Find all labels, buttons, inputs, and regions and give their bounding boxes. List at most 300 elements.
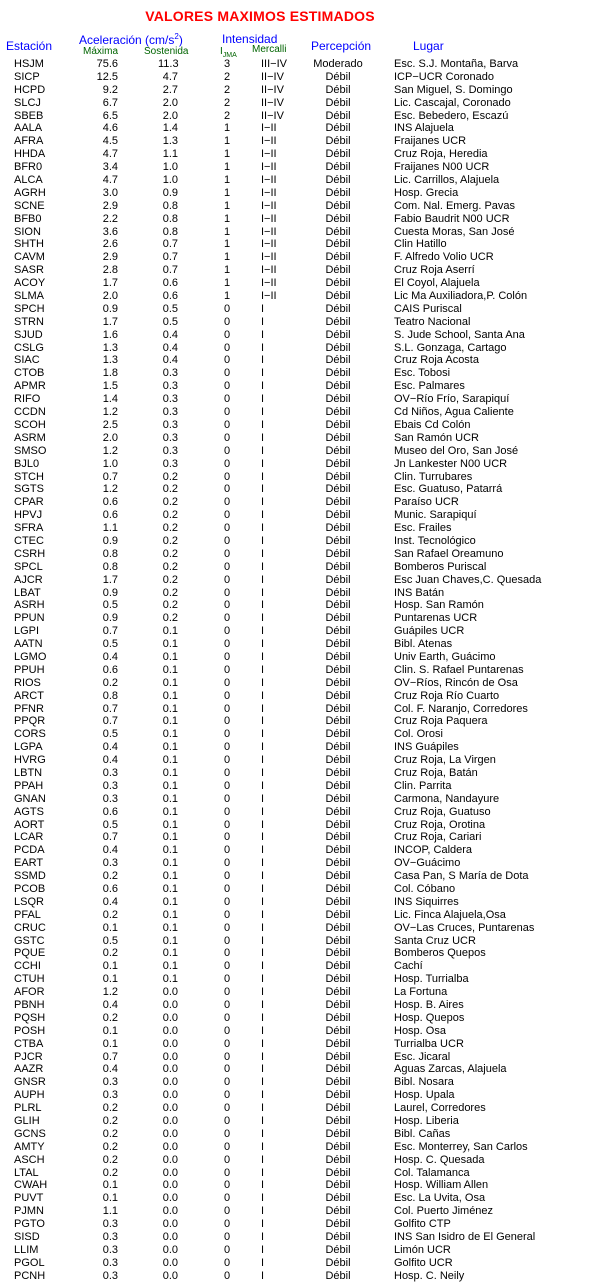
station-code: SIAC — [14, 354, 40, 367]
intensity-mercalli: I — [261, 483, 265, 496]
station-code: PCOB — [14, 883, 46, 895]
intensity-mercalli: I — [261, 1076, 265, 1089]
table-row — [0, 380, 590, 393]
table-row — [0, 238, 590, 251]
perception: Débil — [325, 560, 351, 573]
perception: Débil — [325, 689, 351, 702]
acc-max: 0.3 — [102, 1089, 118, 1102]
table-row — [0, 715, 590, 728]
acc-sostenida: 0.4 — [162, 341, 178, 354]
location: Cachí — [394, 960, 423, 973]
acc-sostenida: 0.0 — [162, 1192, 178, 1205]
acc-sostenida: 0.1 — [162, 663, 178, 676]
table-row — [0, 1012, 590, 1025]
acc-sostenida: 0.0 — [162, 1205, 178, 1218]
station-code: GLIH — [14, 1115, 40, 1128]
intensity-jma: 0 — [223, 663, 231, 676]
header-mercalli: Mercalli — [252, 44, 287, 55]
location: Carmona, Nandayure — [394, 792, 500, 805]
location: INS Guápiles — [394, 741, 459, 754]
intensity-jma: 0 — [223, 1127, 231, 1140]
station-code: PCNH — [14, 1269, 46, 1282]
acc-sostenida: 0.0 — [162, 1011, 178, 1024]
acc-sostenida: 0.0 — [162, 1037, 178, 1050]
perception: Débil — [325, 1179, 351, 1192]
table-row — [0, 690, 590, 703]
acc-max: 0.3 — [102, 779, 118, 792]
acc-max: 1.2 — [102, 483, 118, 496]
table-row — [0, 1244, 590, 1257]
station-code: SFRA — [14, 522, 44, 535]
table-row — [0, 432, 590, 445]
intensity-mercalli: I — [261, 418, 265, 431]
intensity-mercalli: I — [261, 1063, 265, 1076]
acc-max: 0.1 — [102, 1024, 118, 1037]
perception: Débil — [325, 934, 351, 947]
perception: Débil — [325, 766, 351, 779]
intensity-jma: 0 — [223, 470, 231, 483]
station-code: CSLG — [14, 341, 44, 354]
intensity-jma: 0 — [223, 1024, 231, 1037]
acc-sostenida: 0.1 — [162, 960, 178, 973]
acc-sostenida: 0.1 — [162, 805, 178, 818]
table-row — [0, 354, 590, 367]
perception: Débil — [325, 509, 351, 522]
intensity-mercalli: I — [261, 547, 265, 560]
intensity-mercalli: III−IV — [261, 58, 287, 70]
acc-max: 0.7 — [102, 702, 118, 715]
perception: Débil — [325, 418, 351, 431]
location: Fabio Baudrit N00 UCR — [394, 212, 510, 225]
perception: Débil — [325, 663, 351, 676]
table-row — [0, 251, 590, 264]
table-row — [0, 97, 590, 110]
table-row — [0, 509, 590, 522]
acc-sostenida: 0.1 — [162, 857, 178, 870]
acc-max: 0.8 — [102, 560, 118, 573]
acc-sostenida: 0.0 — [162, 1243, 178, 1256]
location: CAIS Puriscal — [394, 302, 462, 315]
intensity-jma: 0 — [223, 1089, 231, 1102]
intensity-jma: 0 — [223, 857, 231, 870]
location: Cruz Roja, Orotina — [394, 818, 486, 831]
perception: Débil — [325, 1231, 351, 1244]
intensity-jma: 0 — [223, 406, 231, 419]
station-code: RIFO — [14, 393, 41, 406]
acc-sostenida: 0.7 — [162, 251, 178, 264]
intensity-jma: 0 — [223, 522, 231, 535]
acc-max: 0.7 — [102, 715, 118, 728]
acc-max: 0.2 — [102, 1140, 118, 1153]
acc-max: 0.6 — [102, 496, 118, 509]
intensity-jma: 0 — [223, 934, 231, 947]
intensity-mercalli: I−II — [261, 264, 277, 277]
acc-sostenida: 2.0 — [162, 96, 178, 109]
intensity-jma: 1 — [223, 290, 231, 303]
station-code: CAVM — [14, 251, 45, 264]
intensity-mercalli: I — [261, 895, 265, 908]
intensity-mercalli: I — [261, 315, 265, 328]
intensity-jma: 0 — [223, 509, 231, 522]
acc-max: 1.7 — [102, 277, 118, 290]
intensity-jma: 0 — [223, 586, 231, 599]
station-code: SMSO — [14, 444, 47, 457]
acc-sostenida: 0.1 — [162, 921, 178, 934]
perception: Débil — [325, 715, 351, 728]
intensity-mercalli: I — [261, 470, 265, 483]
acc-sostenida: 0.0 — [162, 1127, 178, 1140]
intensity-mercalli: I — [261, 496, 265, 509]
intensity-jma: 0 — [223, 960, 231, 973]
intensity-jma: 1 — [223, 122, 231, 135]
location: Esc. Monterrey, San Carlos — [394, 1140, 528, 1153]
acc-sostenida: 0.3 — [162, 418, 178, 431]
acc-sostenida: 2.0 — [162, 109, 178, 122]
intensity-mercalli: I — [261, 573, 265, 586]
location: Hosp. Quepos — [394, 1011, 465, 1024]
perception: Débil — [325, 586, 351, 599]
intensity-mercalli: I — [261, 393, 265, 406]
acc-max: 0.9 — [102, 586, 118, 599]
table-row — [0, 1025, 590, 1038]
station-code: GCNS — [14, 1127, 46, 1140]
intensity-mercalli: I — [261, 844, 265, 857]
intensity-jma: 0 — [223, 728, 231, 741]
intensity-jma: 0 — [223, 393, 231, 406]
intensity-mercalli: I — [261, 999, 265, 1012]
acc-max: 6.7 — [102, 96, 118, 109]
acc-max: 0.5 — [102, 638, 118, 651]
intensity-mercalli: I — [261, 612, 265, 625]
location: INS Siquirres — [394, 895, 459, 908]
intensity-mercalli: I−II — [261, 135, 277, 148]
header-intensidad: Intensidad — [222, 32, 278, 46]
station-code: CCDN — [14, 406, 46, 419]
table-row — [0, 471, 590, 484]
intensity-jma: 2 — [223, 96, 231, 109]
location: Cruz Roja, La Virgen — [394, 754, 496, 767]
intensity-jma: 0 — [223, 947, 231, 960]
station-code: SJUD — [14, 328, 43, 341]
acc-max: 0.2 — [102, 1011, 118, 1024]
intensity-jma: 0 — [223, 1243, 231, 1256]
location: Bibl. Nosara — [394, 1076, 454, 1089]
station-code: LBAT — [14, 586, 41, 599]
location: Hosp. William Allen — [394, 1179, 489, 1192]
station-code: CTBA — [14, 1037, 44, 1050]
intensity-mercalli: I — [261, 754, 265, 767]
station-code: STRN — [14, 315, 44, 328]
intensity-jma: 0 — [223, 1102, 231, 1115]
station-code: SION — [14, 225, 41, 238]
acc-sostenida: 0.1 — [162, 766, 178, 779]
location: S.L. Gonzaga, Cartago — [394, 341, 507, 354]
intensity-jma: 0 — [223, 315, 231, 328]
station-code: SBEB — [14, 109, 44, 122]
acc-max: 0.6 — [102, 509, 118, 522]
header-aceleracion-text: Aceleración (cm/s — [79, 33, 175, 47]
intensity-jma: 0 — [223, 1269, 231, 1282]
station-code: POSH — [14, 1024, 46, 1037]
table-row — [0, 84, 590, 97]
table-row — [0, 793, 590, 806]
intensity-jma: 0 — [223, 1050, 231, 1063]
intensity-jma: 0 — [223, 805, 231, 818]
perception: Débil — [325, 367, 351, 380]
header-aceleracion-exp: 2 — [174, 32, 179, 41]
perception: Débil — [325, 122, 351, 135]
intensity-mercalli: I — [261, 1011, 265, 1024]
perception: Débil — [325, 444, 351, 457]
perception: Débil — [325, 238, 351, 251]
intensity-jma: 0 — [223, 870, 231, 883]
intensity-jma: 0 — [223, 418, 231, 431]
acc-max: 1.2 — [102, 406, 118, 419]
acc-sostenida: 0.1 — [162, 947, 178, 960]
location: Cruz Roja, Batán — [394, 766, 478, 779]
station-code: HSJM — [14, 58, 44, 70]
intensity-mercalli: I — [261, 1166, 265, 1179]
station-code: AALA — [14, 122, 43, 135]
acc-sostenida: 0.1 — [162, 792, 178, 805]
intensity-mercalli: I — [261, 1050, 265, 1063]
location: Esc. Guatuso, Patarrá — [394, 483, 503, 496]
station-code: BFR0 — [14, 161, 43, 174]
table-row — [0, 1051, 590, 1064]
station-code: PGTO — [14, 1218, 45, 1231]
acc-sostenida: 0.0 — [162, 1218, 178, 1231]
table-row — [0, 857, 590, 870]
perception: Débil — [325, 1166, 351, 1179]
perception: Débil — [325, 805, 351, 818]
intensity-jma: 0 — [223, 1218, 231, 1231]
intensity-mercalli: I — [261, 1192, 265, 1205]
intensity-mercalli: I — [261, 921, 265, 934]
table-row — [0, 277, 590, 290]
station-code: PCDA — [14, 844, 45, 857]
perception: Débil — [325, 174, 351, 187]
intensity-mercalli: II−IV — [261, 83, 284, 96]
acc-max: 0.4 — [102, 895, 118, 908]
intensity-mercalli: I — [261, 586, 265, 599]
table-row — [0, 587, 590, 600]
table-row — [0, 329, 590, 342]
table-row — [0, 819, 590, 832]
table-row — [0, 896, 590, 909]
perception: Débil — [325, 1192, 351, 1205]
location: Esc. Bebedero, Escazú — [394, 109, 509, 122]
acc-max: 0.2 — [102, 1102, 118, 1115]
intensity-jma: 1 — [223, 148, 231, 161]
table-row — [0, 135, 590, 148]
intensity-jma: 0 — [223, 908, 231, 921]
acc-sostenida: 0.3 — [162, 457, 178, 470]
acc-sostenida: 0.2 — [162, 547, 178, 560]
intensity-mercalli: I — [261, 638, 265, 651]
perception: Débil — [325, 83, 351, 96]
station-code: PUVT — [14, 1192, 44, 1205]
acc-sostenida: 0.2 — [162, 522, 178, 535]
table-row — [0, 71, 590, 84]
perception: Débil — [325, 212, 351, 225]
perception: Débil — [325, 625, 351, 638]
intensity-jma: 1 — [223, 238, 231, 251]
station-code: PPAH — [14, 779, 44, 792]
perception: Débil — [325, 1243, 351, 1256]
intensity-jma: 1 — [223, 161, 231, 174]
station-code: SCNE — [14, 199, 45, 212]
acc-sostenida: 0.1 — [162, 689, 178, 702]
intensity-jma: 0 — [223, 625, 231, 638]
perception: Débil — [325, 857, 351, 870]
perception: Débil — [325, 470, 351, 483]
intensity-mercalli: I — [261, 1140, 265, 1153]
station-code: SHTH — [14, 238, 44, 251]
acc-sostenida: 0.1 — [162, 741, 178, 754]
station-code: LGPI — [14, 625, 40, 638]
location: Jn Lankester N00 UCR — [394, 457, 508, 470]
location: Cruz Roja Aserrí — [394, 264, 475, 277]
intensity-mercalli: I — [261, 599, 265, 612]
table-row — [0, 986, 590, 999]
station-code: AGRH — [14, 186, 46, 199]
acc-sostenida: 0.1 — [162, 638, 178, 651]
table-row — [0, 213, 590, 226]
intensity-mercalli: I — [261, 934, 265, 947]
acc-sostenida: 0.1 — [162, 844, 178, 857]
station-code: PBNH — [14, 999, 45, 1012]
table-row — [0, 960, 590, 973]
acc-max: 4.7 — [102, 174, 118, 187]
perception: Débil — [325, 1127, 351, 1140]
acc-sostenida: 11.3 — [158, 58, 179, 70]
acc-sostenida: 0.0 — [162, 1179, 178, 1192]
acc-sostenida: 0.3 — [162, 431, 178, 444]
acc-max: 0.1 — [102, 960, 118, 973]
perception: Débil — [325, 135, 351, 148]
table-row — [0, 1102, 590, 1115]
table-row — [0, 612, 590, 625]
perception: Débil — [325, 1063, 351, 1076]
intensity-mercalli: I — [261, 883, 265, 895]
acc-sostenida: 0.7 — [162, 264, 178, 277]
location: Limón UCR — [394, 1243, 451, 1256]
acc-max: 0.6 — [102, 883, 118, 895]
acc-sostenida: 2.7 — [162, 83, 178, 96]
acc-sostenida: 0.1 — [162, 702, 178, 715]
intensity-jma: 0 — [223, 844, 231, 857]
intensity-jma: 1 — [223, 212, 231, 225]
location: Bibl. Cañas — [394, 1127, 451, 1140]
acc-sostenida: 0.1 — [162, 883, 178, 895]
table-row — [0, 741, 590, 754]
perception: Débil — [325, 960, 351, 973]
station-code: SLMA — [14, 290, 44, 303]
header-lugar: Lugar — [413, 39, 444, 53]
perception: Débil — [325, 676, 351, 689]
location: Fraijanes N00 UCR — [394, 161, 490, 174]
intensity-jma: 0 — [223, 1063, 231, 1076]
perception: Débil — [325, 870, 351, 883]
acc-max: 0.7 — [102, 470, 118, 483]
intensity-mercalli: I — [261, 302, 265, 315]
acc-max: 0.3 — [102, 1231, 118, 1244]
station-code: CWAH — [14, 1179, 48, 1192]
acc-max: 2.0 — [102, 431, 118, 444]
station-code: CCHI — [14, 960, 41, 973]
station-code: HHDA — [14, 148, 46, 161]
station-code: LCAR — [14, 831, 44, 844]
acc-sostenida: 0.6 — [162, 277, 178, 290]
intensity-mercalli: I — [261, 534, 265, 547]
perception: Débil — [325, 547, 351, 560]
station-table — [0, 58, 590, 1283]
table-row — [0, 574, 590, 587]
acc-max: 12.5 — [96, 70, 118, 83]
table-row — [0, 1192, 590, 1205]
acc-sostenida: 0.3 — [162, 444, 178, 457]
location: ICP−UCR Coronado — [394, 70, 494, 83]
perception: Débil — [325, 109, 351, 122]
intensity-mercalli: I — [261, 457, 265, 470]
acc-max: 0.8 — [102, 547, 118, 560]
station-code: ARCT — [14, 689, 44, 702]
station-code: AATN — [14, 638, 43, 651]
intensity-mercalli: I — [261, 728, 265, 741]
perception: Débil — [325, 818, 351, 831]
station-code: LBTN — [14, 766, 43, 779]
acc-sostenida: 0.0 — [162, 1050, 178, 1063]
perception: Débil — [325, 264, 351, 277]
header-estacion: Estación — [6, 39, 53, 53]
station-code: EART — [14, 857, 44, 870]
intensity-jma: 1 — [223, 225, 231, 238]
station-code: CSRH — [14, 547, 46, 560]
table-row — [0, 599, 590, 612]
acc-sostenida: 0.1 — [162, 895, 178, 908]
location: Hosp. C. Neily — [394, 1269, 465, 1282]
location: Hosp. Grecia — [394, 186, 459, 199]
station-code: CORS — [14, 728, 46, 741]
acc-sostenida: 0.0 — [162, 1140, 178, 1153]
station-code: PPUH — [14, 663, 45, 676]
location: Univ Earth, Guácimo — [394, 650, 496, 663]
perception: Débil — [325, 638, 351, 651]
intensity-mercalli: I — [261, 560, 265, 573]
station-code: PGOL — [14, 1256, 45, 1269]
acc-max: 0.7 — [102, 1050, 118, 1063]
perception: Débil — [325, 599, 351, 612]
perception: Débil — [325, 986, 351, 999]
intensity-mercalli: I — [261, 960, 265, 973]
acc-max: 1.4 — [102, 393, 118, 406]
intensity-mercalli: I — [261, 380, 265, 393]
perception: Débil — [325, 225, 351, 238]
acc-max: 0.9 — [102, 612, 118, 625]
header-ijma-letter: I — [220, 46, 223, 57]
acc-max: 0.1 — [102, 973, 118, 986]
table-row — [0, 406, 590, 419]
acc-sostenida: 0.3 — [162, 367, 178, 380]
station-code: SISD — [14, 1231, 40, 1244]
station-code: LGMO — [14, 650, 47, 663]
intensity-mercalli: I — [261, 1269, 265, 1282]
acc-max: 0.3 — [102, 1256, 118, 1269]
perception: Débil — [325, 1269, 351, 1282]
intensity-mercalli: I — [261, 328, 265, 341]
intensity-jma: 0 — [223, 444, 231, 457]
intensity-jma: 0 — [223, 973, 231, 986]
